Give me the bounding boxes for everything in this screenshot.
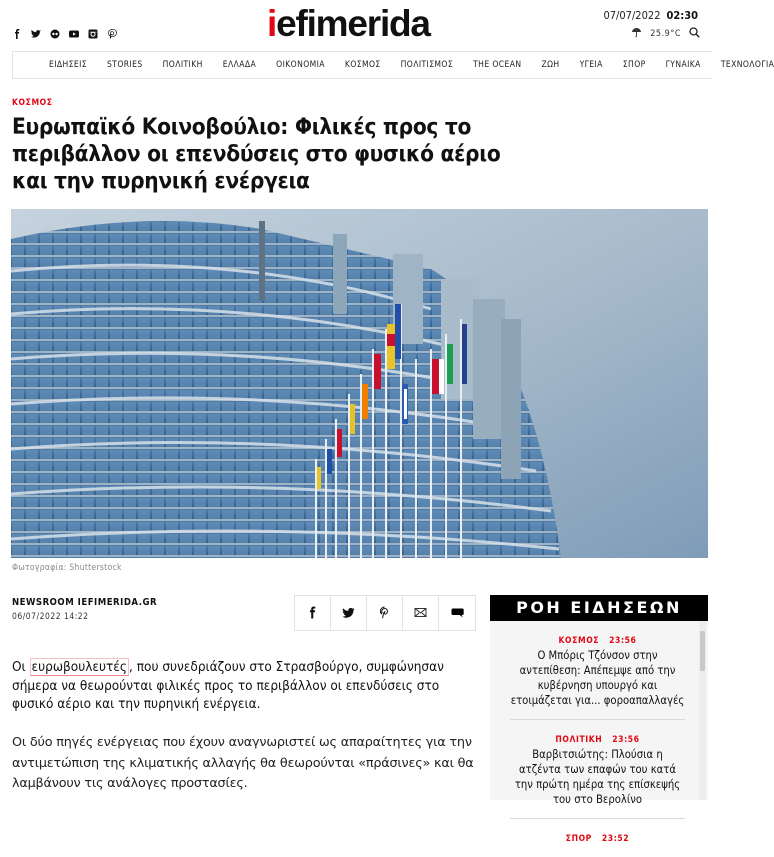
news-feed-item-title: Βαρβιτσιώτης: Πλούσια η ατζέντα των επαφών του κατά την πρώτη ημέρα της επίσκεψής του στο Βερολίνο xyxy=(514,748,681,806)
site-header xyxy=(0,0,712,50)
search-icon[interactable] xyxy=(689,27,700,41)
share-facebook-button[interactable] xyxy=(295,596,331,630)
facebook-icon xyxy=(306,604,319,623)
nav-item-zoi[interactable]: ΖΩΗ xyxy=(541,60,560,70)
nav-item-gynaika[interactable]: ΓΥΝΑΙΚΑ xyxy=(665,60,701,70)
comments-button[interactable] xyxy=(439,596,475,630)
nav-item-eidiseis[interactable]: ΕΙΔΗΣΕΙΣ xyxy=(49,60,88,70)
nav-item-kosmos[interactable]: ΚΟΣΜΟΣ xyxy=(344,60,381,70)
nav-item-ellada[interactable]: ΕΛΛΑΔΑ xyxy=(222,60,257,70)
news-feed-item-category: ΠΟΛΙΤΙΚΗ xyxy=(555,735,603,745)
news-feed-item-time: 23:56 xyxy=(609,636,637,646)
paragraph-1-after: , που συνεδριάζουν στο Στρασβούργο, συμφώνησαν σήμερα να θεωρούνται φιλικές προς το περιβάλλον οι επενδύσεις στο φυσικό αέριο και την πυρηνική ενέργεια. xyxy=(12,659,444,712)
nav-item-technologia[interactable]: ΤΕΧΝΟΛΟΓΙΑ xyxy=(720,60,774,70)
news-feed-sidebar xyxy=(490,595,708,844)
facebook-icon[interactable] xyxy=(12,29,22,39)
share-twitter-button[interactable] xyxy=(331,596,367,630)
news-feed-item[interactable] xyxy=(510,819,685,857)
comment-icon xyxy=(451,604,464,623)
news-feed-scrollbar-thumb[interactable] xyxy=(700,631,705,671)
article-title: Ευρωπαϊκό Κοινοβούλιο: Φιλικές προς το περιβάλλον οι επενδύσεις στο φυσικό αέριο και την πυρηνική ενέργεια xyxy=(12,114,501,194)
main-nav xyxy=(12,51,774,79)
instagram-icon[interactable] xyxy=(88,29,98,39)
logo-text: efimerida xyxy=(276,3,430,44)
news-feed-item-meta xyxy=(510,834,685,844)
news-feed-item-time: 23:56 xyxy=(612,735,640,745)
nav-item-spor[interactable]: ΣΠΟΡ xyxy=(622,60,646,70)
share-email-button[interactable] xyxy=(403,596,439,630)
pinterest-icon xyxy=(378,604,391,623)
news-feed-item-title: Ο Μπόρις Τζόνσον στην αντεπίθεση: Απέπεμψε από την κυβέρνηση υπουργό και ετοιμάζεται για... φοροαπαλλαγές xyxy=(510,649,685,707)
news-feed-item[interactable] xyxy=(510,720,685,819)
nav-item-the-ocean[interactable]: THE OCEAN xyxy=(473,60,522,70)
article-hero-image xyxy=(11,209,708,558)
nav-item-ygeia[interactable]: ΥΓΕΙΑ xyxy=(579,60,603,70)
share-buttons xyxy=(294,595,476,631)
news-feed-item-category: ΚΟΣΜΟΣ xyxy=(558,636,600,646)
flickr-icon[interactable] xyxy=(50,29,60,39)
article-category[interactable]: ΚΟΣΜΟΣ xyxy=(12,98,53,108)
news-feed-item-category: ΣΠΟΡ xyxy=(565,834,592,844)
article-paragraph-2: Οι δύο πηγές ενέργειας που έχουν αναγνωριστεί ως απαραίτητες για την αντιμετώπιση της κλιματικής αλλαγής θα θεωρούνται «πράσινες» και θα λαμβάνουν τις ανάλογες προστασίες. xyxy=(12,735,474,791)
paragraph-1-before: Οι xyxy=(12,659,30,675)
current-datetime xyxy=(603,9,698,22)
logo-prefix: i xyxy=(267,3,277,44)
twitter-icon[interactable] xyxy=(31,29,41,39)
article-published-date: 06/07/2022 14:22 xyxy=(12,612,89,622)
email-icon xyxy=(414,604,427,623)
link-eurovouleftes[interactable]: ευρωβουλευτές xyxy=(31,659,127,675)
share-pinterest-button[interactable] xyxy=(367,596,403,630)
twitter-icon xyxy=(342,604,355,623)
nav-item-politiki[interactable]: ΠΟΛΙΤΙΚΗ xyxy=(162,60,203,70)
pinterest-icon[interactable] xyxy=(107,29,117,39)
news-feed-item-meta xyxy=(510,636,685,646)
nav-item-oikonomia[interactable]: ΟΙΚΟΝΟΜΙΑ xyxy=(276,60,325,70)
youtube-icon[interactable] xyxy=(69,29,79,39)
image-caption: Φωτογραφία: Shutterstock xyxy=(12,563,122,573)
news-feed-list xyxy=(510,621,685,857)
social-links xyxy=(12,29,117,39)
nav-item-politismos[interactable]: ΠΟΛΙΤΙΣΜΟΣ xyxy=(400,60,454,70)
article-author[interactable]: NEWSROOM IEFIMERIDA.GR xyxy=(12,597,158,608)
current-date: 07/07/2022 xyxy=(603,9,661,22)
current-time: 02:30 xyxy=(666,9,698,22)
temperature: 25.9°C xyxy=(650,29,681,39)
news-feed-title: ΡΟΗ ΕΙΔΗΣΕΩΝ xyxy=(490,595,708,621)
news-feed-item[interactable] xyxy=(510,621,685,720)
nav-item-stories[interactable]: STORIES xyxy=(107,60,143,70)
weather-widget xyxy=(631,27,700,41)
news-feed-item-time: 23:52 xyxy=(601,834,630,844)
site-logo[interactable] xyxy=(267,4,430,44)
article-paragraph-1 xyxy=(12,658,480,714)
umbrella-icon xyxy=(631,27,642,41)
news-feed-item-meta xyxy=(510,735,685,745)
